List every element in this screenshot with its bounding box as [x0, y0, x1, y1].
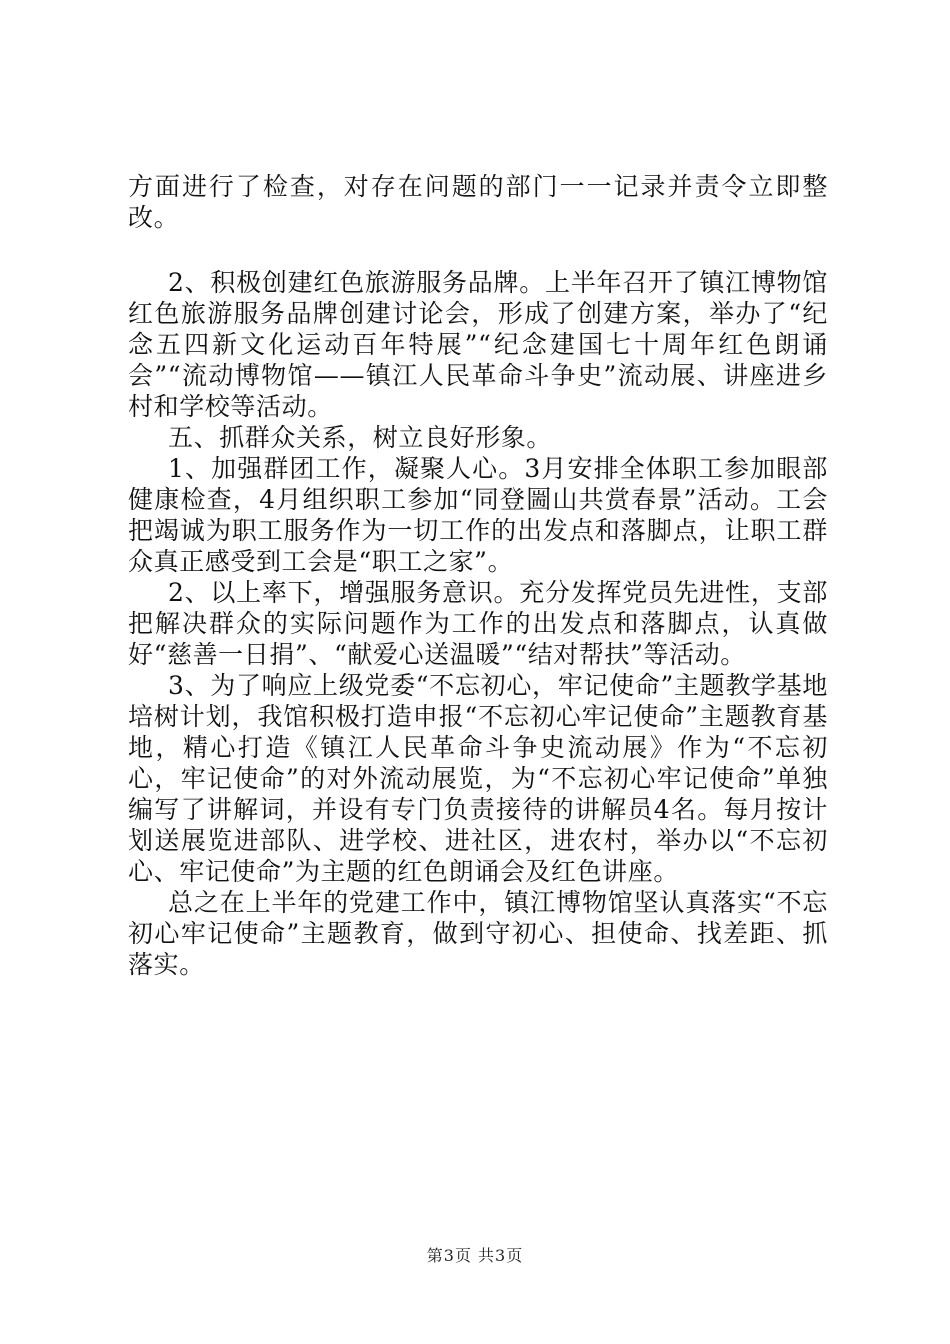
page-footer: 第3页 共3页 — [426, 1246, 524, 1265]
paragraph-inspection-continued: 方面进行了检查，对存在问题的部门一一记录并责令立即整改。 — [128, 172, 828, 232]
paragraph-service-awareness: 2、以上率下，增强服务意识。充分发挥党员先进性，支部把解决群众的实际问题作为工作的出发点和落脚点，认真做好“慈善一日捐”、“献爱心送温暖”“结对帮扶”等活动。 — [128, 578, 828, 669]
paragraph-summary: 总之在上半年的党建工作中，镇江博物馆坚认真落实“不忘初心牢记使命”主题教育，做到守初心、担使命、找差距、抓落实。 — [128, 888, 828, 979]
section-heading-mass-relations: 五、抓群众关系，树立良好形象。 — [168, 423, 553, 452]
paragraph-red-tourism-brand: 2、积极创建红色旅游服务品牌。上半年召开了镇江博物馆红色旅游服务品牌创建讨论会，形成了创建方案，举办了“纪念五四新文化运动百年特展”“纪念建国七十周年红色朗诵会”“流动博物馆——镇江人民革命斗争史”流动展、讲座进乡村和学校等活动。 — [128, 268, 828, 421]
paragraph-education-base: 3、为了响应上级党委“不忘初心，牢记使命”主题教学基地培树计划，我馆积极打造申报“不忘初心牢记使命”主题教育基地，精心打造《镇江人民革命斗争史流动展》作为“不忘初心，牢记使命”的对外流动展览，为“不忘初心牢记使命”单独编写了讲解词，并设有专门负责接待的讲解员4名。每月按计划送展览进部队、进学校、进社区，进农村，举办以“不忘初心、牢记使命”为主题的红色朗诵会及红色讲座。 — [128, 671, 828, 886]
paragraph-group-work: 1、加强群团工作，凝聚人心。3月安排全体职工参加眼部健康检查，4月组织职工参加“同登圌山共赏春景”活动。工会把竭诚为职工服务作为一切工作的出发点和落脚点，让职工群众真正感受到工会是“职工之家”。 — [128, 454, 828, 576]
document-body — [128, 171, 828, 980]
